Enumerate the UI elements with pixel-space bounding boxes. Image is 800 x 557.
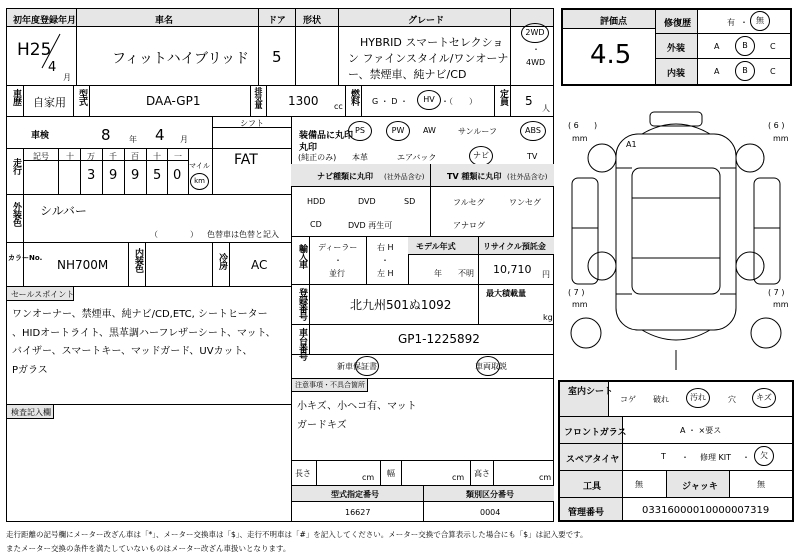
door-count: 5 [272,48,282,66]
registration-value: 北九州501ぬ1092 [350,298,452,312]
displacement-value: 1300 [288,94,319,108]
equipment-label: 装備品に丸印 [299,131,354,141]
import-right-h: 右 H [377,243,394,252]
color-label: 外装色 [11,202,21,226]
displacement-label: 排気量 [254,87,263,108]
warranty-manual-circle [476,356,500,376]
import-dot: ・ [334,256,342,265]
inspection-year: 8 [101,126,111,144]
fuel-hv: HV [417,90,441,110]
footer-line-2: またメーター交換の条件を満たしていないものはメーター改ざん車扱いとなります。 [6,544,291,553]
shift-value: FAT [234,152,258,168]
interior-a: A [714,67,720,76]
spare-tire-label: スペアタイヤ [566,455,620,465]
car-name: フィットハイブリッド [112,51,250,67]
digit-label-5: 一 [174,152,182,161]
tv-oneseg: ワンセグ [509,198,541,207]
capacity-value: 5 [525,94,533,108]
diagram-bracket-br: ( 7 ) [768,288,785,297]
mileage-symbol-label: 記号 [33,152,49,161]
model-year-label: モデル年式 [416,242,456,251]
displacement-unit: cc [334,102,343,111]
spare-tire-kit: 修理 KIT [700,453,732,462]
exterior-a: A [714,42,720,51]
tools-value: 無 [635,480,643,489]
type-number-value: 16627 [345,508,371,517]
max-load-label: 最大積載量 [486,289,526,298]
length-label: 長さ [295,469,311,478]
inspection-notes-label: 検査記入欄 [11,408,51,417]
windshield-value: A ・ ×要ス [680,426,722,435]
diagram-mm-tr: mm [773,134,789,143]
navi-dvd-play: DVD 再生可 [348,221,393,230]
equipment-sub: (純正のみ) [298,153,337,162]
class-number-value: 0004 [480,508,501,517]
car-name-label: 車名 [155,16,174,26]
ac-label: 冷房 [217,253,227,269]
fuel-options: G ・ D ・ [372,97,408,106]
height-label: 高さ [474,469,490,478]
max-load-unit: kg [543,313,553,322]
navi-hdd: HDD [307,197,326,206]
footer-line-1: 走行距離の記号欄にメーター改ざん車は「*」、メーター交換車は「$」、走行不明車は「#」を記入してください。メーター交換で合算表示した場合にも「$」は記入要です。 [6,530,588,539]
diagram-mm-tl: mm [572,134,588,143]
tv-fullseg: フルセグ [453,198,485,207]
model-year-unknown: 不明 [458,269,474,278]
tv-title: TV 種類に丸印 [447,172,502,181]
equip-ps: PS [348,121,372,141]
equipment-label-2: 丸印 [299,143,318,153]
equip-navi: ナビ [469,146,493,166]
exterior-b: B [735,36,755,56]
recycle-unit: 円 [542,270,550,279]
shape-label: 形状 [303,16,322,26]
navi-title: ナビ種類に丸印 [317,172,373,181]
spare-tire-none: 欠 [754,446,774,466]
sales-points-label: セールスポイント [11,290,75,299]
tools-label: 工具 [583,482,602,492]
interior-c: C [770,67,776,76]
diagram-a1-label: A1 [626,140,637,149]
digit-label-2: 千 [109,152,117,161]
exterior-c: C [770,42,776,51]
warranty-new-car-circle [355,356,379,376]
repair-sep: ・ [740,18,748,27]
navi-cd: CD [310,220,322,229]
jack-label: ジャッキ [682,482,718,492]
import-dot-2: ・ [381,256,389,265]
interior-label: 内装 [667,69,686,79]
management-value: 03316000010000007319 [642,505,770,516]
sales-line-2: 、HIDオートライト、黒革調ハーフレザーシート、マット、 [12,328,276,339]
spare-tire-dot-2: ・ [742,453,750,462]
repair-yes: 有 [727,18,735,27]
warranty-new-car: 新車保証書 [337,362,377,371]
diagram-bracket-tl-close: ) [594,121,598,130]
diagram-mm-br: mm [773,300,789,309]
equip-aw: AW [423,126,436,135]
navi-title-sub: (社外品含む) [384,173,425,181]
grade-line-1: HYBRID スマートセレクショ [360,36,504,49]
drive-2wd: 2WD [521,23,549,43]
color-value: シルバー [40,204,87,218]
tv-analog: アナログ [453,221,485,230]
notes-line-2: ガードキズ [297,420,347,431]
mileage-digit: 0 [173,168,182,183]
registration-label: 登録番号 [297,288,307,320]
inspection-month: 4 [155,126,165,144]
tv-title-sub: (社外品含む) [507,173,548,181]
recycle-label: リサイクル預託金 [483,242,546,251]
diagram-bracket-bl: ( 7 ) [568,288,585,297]
capacity-label: 定員 [498,89,508,105]
km-circled: km [190,173,209,190]
interior-sheet-label: 室内シート [568,387,614,397]
mile-label: マイル [189,162,210,170]
spare-tire-dot: ・ [681,453,689,462]
equip-sunroof: サンルーフ [458,127,497,136]
equip-leather: 本革 [352,153,368,162]
ac-value: AC [251,258,268,272]
interior-color-label: 内装色 [133,248,143,272]
repair-label: 修復歴 [664,19,692,29]
sales-line-3: バイザー、スマートキー、マッドガード、UVカット、 [12,346,253,357]
door-label: ドア [268,16,286,26]
drive-4wd: 4WD [526,58,546,67]
equip-tv: TV [527,152,538,161]
score-value: 4.5 [590,40,632,70]
chassis-label: 車台番号 [297,328,307,360]
model-year-unit: 年 [434,269,442,278]
navi-dvd: DVD [358,197,376,206]
mileage-digit: 9 [109,168,118,183]
windshield-label: フロントガラス [564,428,627,438]
mileage-digit: 5 [153,168,162,183]
color-note-paren: （ ） [150,230,198,239]
grade-line-3: ー、禁煙車、純ナビ/CD [348,68,467,81]
import-label: 輸入車 [297,244,307,268]
drive-dot: ・ [532,45,540,54]
notes-label: 注意事項・不具合箇所 [295,381,365,389]
sheet-kizu: キズ [752,388,776,408]
navi-sd: SD [404,197,416,206]
digit-label-3: 百 [131,152,139,161]
category-label: 車歴 [11,89,21,105]
digit-label-4: 十 [153,152,161,161]
diagram-mm-bl: mm [572,300,588,309]
inspection-label: 車検 [31,131,50,141]
sales-line-1: ワンオーナー、禁煙車、純ナビ/CD,ETC, シートヒーター [12,309,268,320]
type-number-label: 型式指定番号 [331,490,379,499]
height-unit: cm [539,473,552,482]
mileage-digit: 9 [131,168,140,183]
exterior-label: 外装 [667,44,686,54]
width-unit: cm [452,473,465,482]
sheet-koge: コゲ [620,395,636,404]
category-value: 自家用 [33,96,66,109]
diagram-bracket-tl: ( 6 [568,121,579,130]
model-value: DAA-GP1 [146,94,201,108]
color-code-label: カラーNo. [8,254,43,262]
first-reg-month-unit: 月 [63,73,71,82]
first-reg-month: 4 [48,60,57,75]
capacity-unit: 人 [542,104,550,113]
grade-label: グレード [408,16,445,26]
car-diagram [562,108,794,380]
grade-line-2: ン ファインスタイル/ワンオーナ [348,52,509,65]
repair-no: 無 [750,11,770,31]
equip-airbag: エアバック [397,153,437,162]
equip-abs: ABS [520,121,546,141]
fuel-other: ・（ ） [441,97,477,106]
sheet-ana: 穴 [728,395,736,404]
score-label: 評価点 [600,17,628,27]
jack-value: 無 [757,480,765,489]
class-number-label: 類別区分番号 [466,490,514,499]
management-label: 管理番号 [568,508,605,518]
chassis-value: GP1-1225892 [398,332,480,346]
spare-tire-t: T [661,452,666,461]
first-reg-era: H25 [17,40,52,60]
first-reg-label: 初年度登録年月 [13,16,77,26]
recycle-value: 10,710 [493,263,532,276]
interior-b: B [735,61,755,81]
import-dealer: ディーラー [318,243,358,252]
diagram-bracket-tr: ( 6 ) [768,121,785,130]
mileage-digit: 3 [87,168,96,183]
sheet-yogore: 汚れ [686,388,710,408]
inspection-year-unit: 年 [129,135,137,144]
fuel-label: 燃料 [349,89,359,105]
digit-label-0: 十 [66,152,74,161]
width-label: 幅 [387,469,395,478]
mileage-label: 走行 [11,158,21,174]
model-label: 型式 [77,89,87,105]
digit-label-1: 万 [87,152,95,161]
import-parallel: 並行 [329,269,345,278]
notes-line-1: 小キズ、小ヘコ有、マット [297,401,417,412]
sheet-yabure: 破れ [653,395,669,404]
shift-label: シフト [240,119,264,128]
color-code-value: NH700M [57,258,109,272]
length-unit: cm [362,473,375,482]
sales-line-4: Pガラス [12,365,48,376]
inspection-month-unit: 月 [180,135,188,144]
warranty-manual: 車両取説 [475,362,507,371]
equip-pw: PW [386,121,410,141]
import-left-h: 左 H [377,269,394,278]
color-note: 色替車は色替と記入 [207,230,279,239]
